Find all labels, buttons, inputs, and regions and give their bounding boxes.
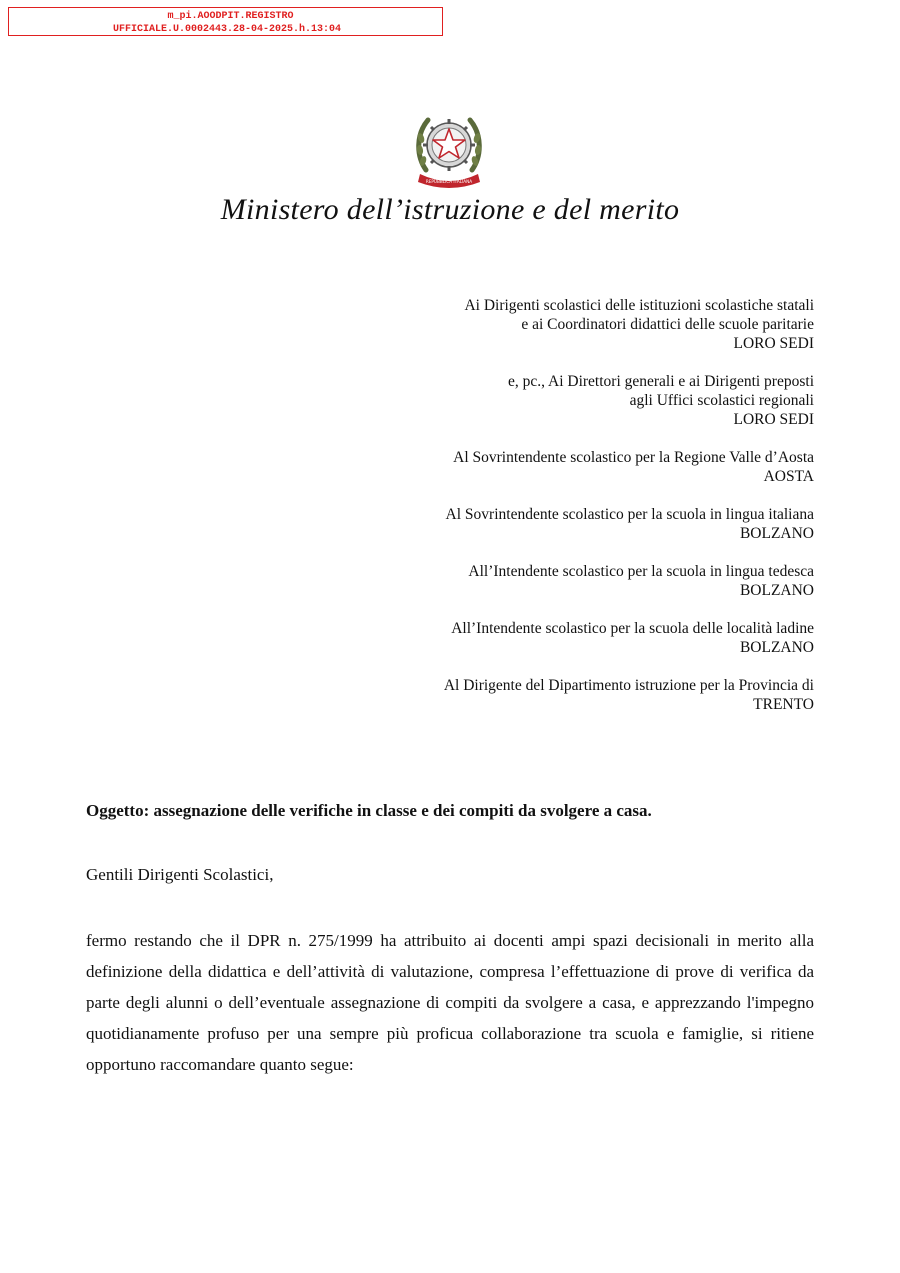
recipient-block — [254, 372, 814, 429]
protocol-stamp-line1: m_pi.AOODPIT.REGISTRO — [167, 11, 294, 22]
recipient-line: e ai Coordinatori didattici delle scuole paritarie — [521, 316, 814, 333]
recipient-line: TRENTO — [753, 696, 814, 713]
protocol-stamp — [8, 7, 443, 36]
recipient-block — [254, 562, 814, 600]
recipient-line: Al Sovrintendente scolastico per la Regione Valle d’Aosta — [453, 449, 814, 466]
subject-line: Oggetto: assegnazione delle verifiche in classe e dei compiti da svolgere a casa. — [86, 801, 652, 820]
protocol-stamp-line2: UFFICIALE.U.0002443.28-04-2025.h.13:04 — [112, 24, 342, 35]
recipient-line: Al Sovrintendente scolastico per la scuola in lingua italiana — [445, 506, 814, 523]
ministry-heading: Ministero dell’istruzione e del merito — [220, 193, 680, 226]
recipient-line: Ai Dirigenti scolastici delle istituzioni scolastiche statali — [464, 297, 814, 314]
recipient-block — [254, 505, 814, 543]
recipient-line: BOLZANO — [739, 582, 814, 599]
recipient-line: AOSTA — [763, 468, 814, 485]
recipient-block — [254, 619, 814, 657]
recipient-line: agli Uffici scolastici regionali — [629, 392, 814, 409]
recipient-line: All’Intendente scolastico per la scuola in lingua tedesca — [468, 563, 814, 580]
italian-republic-emblem-icon — [412, 108, 486, 190]
recipient-block — [254, 448, 814, 486]
svg-text:REPUBBLICA ITALIANA: REPUBBLICA ITALIANA — [425, 179, 473, 184]
recipients-list — [254, 296, 814, 733]
recipient-line: BOLZANO — [739, 639, 814, 656]
body-paragraph: fermo restando che il DPR n. 275/1999 ha attribuito ai docenti ampi spazi decisionali in merito alla definizione della didattica e dell’attività di valutazione, compresa l’effettuazione di prove di verifica da parte degli alunni o dell’eventuale assegnazione di compiti da svolgere a casa, e apprezzando l'impegno quotidianamente profuso per una sempre più proficua collaborazione tra scuola e famiglie, si ritiene opportuno raccomandare quanto segue: — [86, 931, 814, 1074]
recipient-line: All’Intendente scolastico per la scuola delle località ladine — [451, 620, 814, 637]
greeting: Gentili Dirigenti Scolastici, — [86, 865, 274, 884]
recipient-line: LORO SEDI — [733, 411, 814, 428]
recipient-block — [254, 676, 814, 714]
recipient-line: e, pc., Ai Direttori generali e ai Dirigenti preposti — [507, 373, 814, 390]
recipient-line: LORO SEDI — [733, 335, 814, 352]
recipient-line: BOLZANO — [739, 525, 814, 542]
recipient-block — [254, 296, 814, 353]
recipient-line: Al Dirigente del Dipartimento istruzione per la Provincia di — [443, 677, 814, 694]
